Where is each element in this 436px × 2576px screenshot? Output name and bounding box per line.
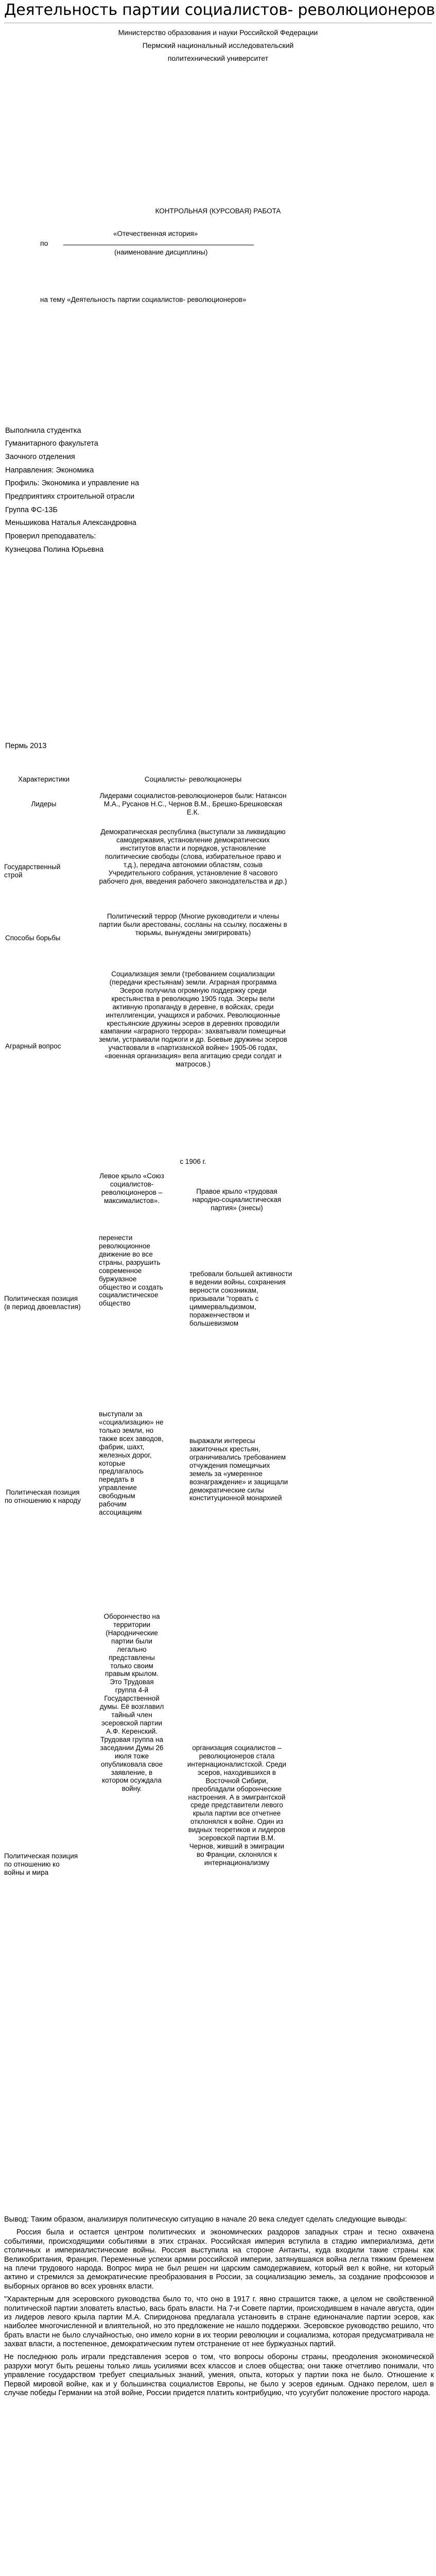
student-info-line: Проверил преподаватель: (5, 532, 96, 540)
student-info-line: Группа ФС-13Б (5, 506, 58, 514)
student-info-line: Кузнецова Полина Юрьевна (5, 546, 104, 554)
student-info-line: Меньшикова Наталья Александровна (5, 519, 136, 527)
row-right-political-position: требовали большей активности в ведении войны, сохранения верности союзникам, призывали "горвать с циммервальдизмом, пораженчеством и большевизмом (189, 1270, 292, 1327)
row-right-people-position: выражали интересы зажиточных крестьян, ограничивались требованием отчуждения помещичьих земель за «умеренное вознаграждение» и защищали демократические силы конституционной монархией (189, 1437, 288, 1502)
comparison-table (0, 775, 436, 2177)
right-wing-header: Правое крыло «трудовая народно-социалистическая партия» (энесы) (192, 1188, 282, 1212)
work-type: КОНТРОЛЬНАЯ (КУРСОВАЯ) РАБОТА (155, 207, 281, 215)
left-wing-header: Левое крыло «Союз социалистов-революционеров – максималистов». (99, 1172, 164, 1205)
conclusion-paragraph: Вывод: Таким образом, анализируя политическую ситуацию в начале 20 века следует сделать следующие выводы: (4, 2215, 407, 2224)
row-label-agrarian: Аграрный вопрос (5, 1042, 61, 1050)
conclusion-paragraph: Россия была и остается центром политических и экономических раздоров западных стран и тесно охвачена событиями, происходящими событиями в этих странах. Российская империя вступила в стадию империализма, дети столичных и империалистические войны. Россия выступила на стороне Антанты, куда входили такие страны как Великобритания, Франция. Переменные успехи армии российской империи, затянувшаяся война легла тяжким бременем на плечи трудового народа. Вопрос мира не был решен ни царским самодержавием, который вел к войне, ни который актино и стремился за демократические преобразования в России, за социализацию земель, за создание профсоюзов и выборных органов во всех уровнях власти. (4, 2228, 434, 2291)
po-label: по (40, 239, 48, 247)
university-line-1: Пермский национальный исследовательский (142, 41, 294, 49)
row-value-methods: Политический террор (Многие руководители и члены партии были арестованы, сосланы на ссылку, посажены в тюрьмы, вынуждены эмигрировать) (99, 912, 287, 937)
student-info-line: Направления: Экономика (5, 466, 94, 474)
row-value-agrarian: Социализация земли (требованием социализации (передачи крестьянам) земли. Аграрная программа Эсеров получила огромную поддержку среди крестьянства в революцию 1905 года. Эсеры вели активную пропаганду в деревне, в войсках, среди интеллигенции, учащихся и рабочих. Революционные крестьянские дружины эсеров в деревнях проводили кампании «аграрного террора»: захватывали помещичьи земли, устраивали поджоги и др. Боевые дружины эсеров участвовали в «партизанской войне» 1905-06 годах, «военная организация» вела агитацию среди солдат и матросов.) (99, 970, 287, 1069)
row-right-war-position: организация социалистов – революционеров стала интернационалистской. Среди эсеров, находившихся в Восточной Сибири, преобладали оборонческие настроения. А в эмигрантской среде представители левого крыла партии все отчетнее отклонялся к войне. Один из видных теоретиков и лидеров эсеровской партии В.М. Чернов, живший в эмиграции во Франции, склонялся к интернационализму (187, 1744, 287, 1867)
ministry-line: Министерство образования и науки Российской Федерации (118, 28, 318, 37)
row-left-war-position: Оборончество на территории (Народнические партии были легально представлены только своим правым крылом. Это Трудовая группа 4-й Государственной думы. Её возглавил тайный член эсеровской партии А.Ф. Керенский. Трудовая группа на заседании Думы 26 июля тоже опубликовала свое заявление, в котором осуждала войну. (99, 1613, 164, 1793)
city-year: Пермь 2013 (5, 742, 47, 750)
table-header-sr: Социалисты- революционеры (144, 775, 242, 783)
conclusion-section (4, 2215, 434, 2398)
row-label-leaders: Лидеры (31, 800, 57, 808)
row-left-political-position: перенести революционное движение во все страны, разрушить современное буржуазное общество и создать социалистическое общество (99, 1234, 163, 1308)
discipline-name: «Отечественная история» (113, 230, 198, 238)
row-label-war-position: Политическая позиция по отношению ко войны и мира (4, 1852, 78, 1876)
row-value-state-system: Демократическая республика (выступали за ликвидацию самодержавия, установление демократических институтов власти и порядков, установление политические свободы (слова, избирательное право и т.д.), передача автономии областям, созыв Учредительного собрания, установление 8 часового рабочего дня, введения рабочего законодательства и др.) (99, 828, 287, 885)
student-info-line: Гуманитарного факультета (5, 439, 98, 448)
conclusion-paragraph: Не последнюю роль играли представления эсеров о том, что вопросы обороны страны, преодоления экономической разрухи могут быть решены только лишь усилиями всех классов и слоев общества; они также отчетливо понимали, что управление государством требует специальных знаний, умения, опыта, которых у партии пока не было. Отношение к Первой мировой войне, как и у большинства социалистов Европы, не было у эсеров единым. Однако перелом, шел в случае победы Германии на этой войне, России придется платить контрибуцию, что усугубит положение простого народа. (4, 2353, 434, 2398)
discipline-caption: (наименование дисциплины) (114, 248, 208, 256)
student-info-line: Профиль: Экономика и управление на (5, 479, 139, 487)
row-left-people-position: выступали за «социализацию» не только земли, но также всех заводов, фабрик, шахт, железных дорог, которые предлагалось передать в управление свободным рабочим ассоциациям (99, 1410, 164, 1517)
work-topic: на тему «Деятельность партии социалистов- революционеров» (40, 296, 247, 303)
row-label-political-position: Политическая позиция (в период двоевластия) (4, 1295, 81, 1311)
table-header-characteristics: Характеристики (18, 775, 70, 783)
student-info-line: Предприятиях строительной отрасли (5, 493, 135, 501)
university-line-2: политехнический университет (167, 54, 269, 62)
conclusion-paragraph: "Характерным для эсеровского руководства было то, что оно в 1917 г. явно страшится также, а целом не свойственной политической партии зловатеть властью, вась брать власти. На 7-и Совете партии, происходившем в начале августа, один из лидеров левого крыла партии М.А. Спиридонова предлагала установить в стране единоначалие партии эсеров, как наиболее многочисленной и влиятельной, но это предложение не нашло поддержки. Эсеровское руководство решило, что брать власти не было случайностью, оно имело корни в их теории революции и социализма, которая предусматривала не захват власти, а постепенное, демократическим путем отстранение от нее буржуазных партий. (4, 2295, 434, 2349)
row-label-methods: Способы борьбы (5, 934, 61, 942)
row-label-state-system: Государственный строй (4, 863, 61, 879)
row-value-leaders: Лидерами социалистов-революционеров были: Натансон М.А., Русанов Н.С., Чернов В.М., Брешко-Брешковская Е.К. (99, 792, 287, 816)
student-info-line: Выполнила студентка (5, 427, 81, 435)
document-title: Деятельность партии социалистов- революционеров (4, 1, 435, 19)
student-info-line: Заочного отделения (5, 453, 75, 461)
row-label-people-position: Политическая позиция по отношению к народу (4, 1488, 81, 1504)
split-year: с 1906 г. (180, 1158, 206, 1165)
